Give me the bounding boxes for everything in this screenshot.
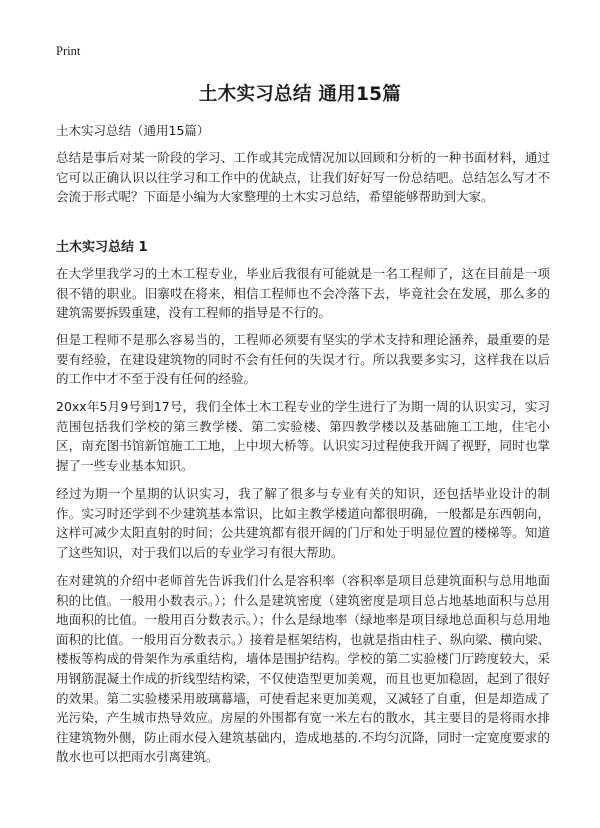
document-title: 土木实习总结 通用15篇	[198, 84, 402, 105]
body-paragraph: 在对建筑的介绍中老师首先告诉我们什么是容积率（容积率是项目总建筑面积与总用地面积的比值。一般用小数表示。）；什么是建筑密度（建筑密度是项目总占地基地面积与总用地面积的比值。一般用百分数表示。）；什么是绿地率（绿地率是项目绿地总面积与总用地面积的比值。一般用百分数表示。）接着是框架结构，也就是指由柱子、纵向梁、横向梁、楼板等构成的骨架作为承重结构，墙体是围护结构。学校的第二实验楼门厅跨度较大，采用钢筋混凝土作成的折线型结构梁，不仅使造型更加美观，而且也更加稳固，起到了很好的效果。第二实验楼采用玻璃幕墙，可使看起来更加美观，又减轻了自重，但是却造成了光污染，产生城市热导效应。房屋的外围都有宽一米左右的散水，其主要目的是将雨水排往建筑物外侧，防止雨水侵入建筑基础内，造成地基的.不均匀沉降，同时一定宽度要求的散水也可以把雨水引离建筑。	[56, 573, 550, 765]
intro-paragraph-block	[56, 148, 550, 207]
body-paragraph: 经过为期一个星期的认识实习，我了解了很多与专业有关的知识，还包括毕业设计的制作。实习时还学到不少建筑基本常识，比如主教学楼道向都很明确，一般都是东西朝向，这样可减少太阳直射的时间；公共建筑都有很开阔的门厅和处于明显位置的楼梯等。知道了这些知识，对于我们以后的专业学习有很大帮助。	[56, 486, 550, 560]
print-link[interactable]: Print	[56, 44, 81, 58]
body-paragraph: 在大学里我学习的土木工程专业，毕业后我很有可能就是一名工程师了，这在目前是一项很不错的职业。旧寨哎在将来，相信工程师也不会冷落下去，毕竟社会在发展，那么多的建筑需要拆毁重建，没有工程师的指导是不行的。	[56, 266, 550, 321]
intro-paragraph: 总结是事后对某一阶段的学习、工作或其完成情况加以回顾和分析的一种书面材料，通过它可以正确认识以往学习和工作中的优缺点，让我们好好写一份总结吧。总结怎么写才不会流于形式呢？下面是小编为大家整理的土木实习总结，希望能够帮助到大家。	[56, 150, 550, 205]
body-paragraph: 但是工程师不是那么容易当的，工程师必须要有坚实的学术支持和理论涵养，最重要的是要有经验，在建设建筑物的同时不会有任何的失误才行。所以我要多实习，这样我在以后的工作中才不至于没有任何的经验。	[56, 332, 550, 387]
document-subtitle: 土木实习总结（通用15篇）	[56, 123, 210, 138]
body-paragraph: 20xx年5月9号到17号，我们全体土木工程专业的学生进行了为期一周的认识实习，实习范围包括我们学校的第三教学楼、第二实验楼、第四教学楼以及基础施工工地，住宅小区，南充图书馆新馆施工工地，上中坝大桥等。认识实习过程使我开阔了视野，同时也掌握了一些专业基本知识。	[56, 399, 550, 473]
section-heading: 土木实习总结 1	[56, 240, 148, 255]
body-paragraph-3-block	[56, 397, 550, 475]
body-paragraph-4-block	[56, 484, 550, 562]
body-paragraph-5-block	[56, 571, 550, 767]
body-paragraph-2-block	[56, 330, 550, 389]
body-paragraph-1-block	[56, 264, 550, 323]
